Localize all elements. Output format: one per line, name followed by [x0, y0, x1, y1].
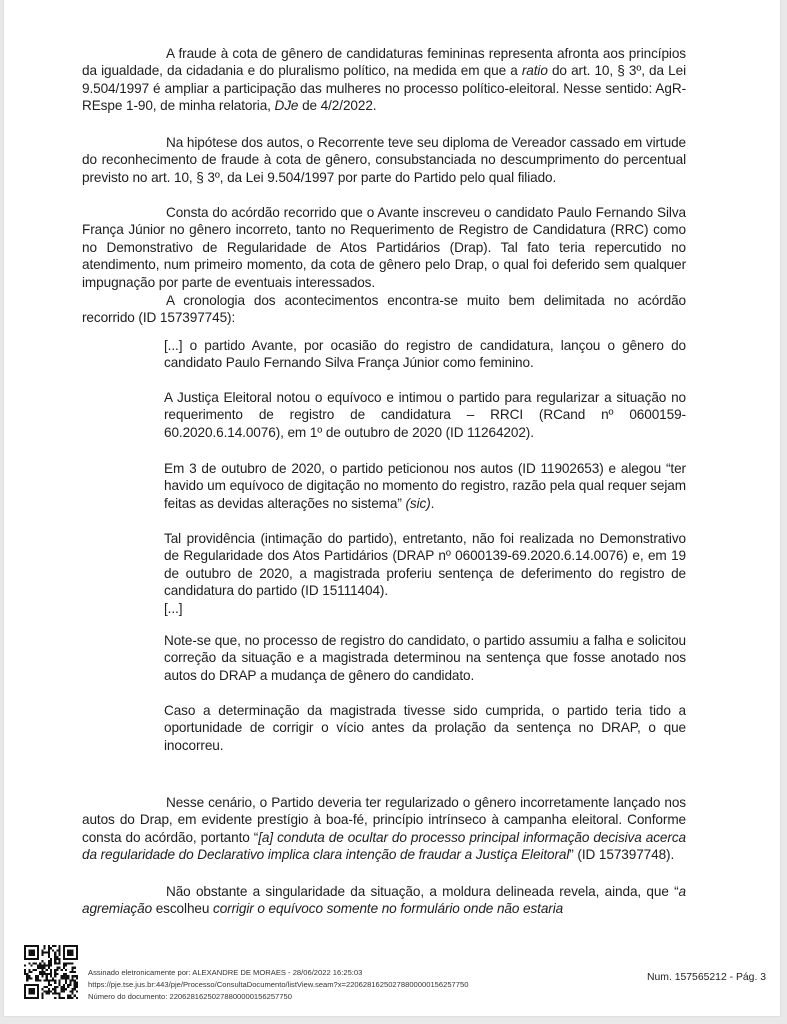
paragraph-cota-genero: [82, 45, 686, 115]
page-number: Num. 157565212 - Pág. 3: [647, 972, 766, 983]
quote-paragraph: [164, 632, 686, 684]
quote-paragraph: [164, 460, 686, 512]
text-run: de 4/2/2022.: [298, 98, 377, 114]
quote-paragraph: [164, 389, 686, 441]
paragraph-nao-obstante: [82, 883, 686, 918]
document-number: Número do documento: 22062816250278800000156257750: [88, 992, 292, 1001]
text-run: Tal providência (intimação do partido), entretanto, não foi realizada no Demonstrativo de Regularidade dos Atos Partidários (DRAP nº 0600139-69.2020.6.14.0076) e, em 19 de outubro de 2020, a magistrada proferiu sentença de deferimento do registro de candidatura do partido (ID 15111404).: [164, 531, 686, 599]
text-run: do art. 10, § 3º, da Lei 9.504/1997 é ampliar a participação das mulheres no processo político-eleitoral. Nesse sentido: AgR-REspe 1-90, de minha relatoria,: [82, 63, 686, 114]
text-run: .: [430, 495, 435, 511]
quote-paragraph: [164, 530, 686, 600]
text-run: [...] o partido Avante, por ocasião do registro de candidatura, lançou o gênero do candidato Paulo Fernando Silva França Júnior como feminino.: [164, 338, 686, 371]
text-run: Caso a determinação da magistrada tivesse sido cumprida, o partido teria tido a oportunidade de corrigir o vício antes da prolação da sentença no DRAP, o que inocorreu.: [164, 703, 686, 753]
paragraph-consta-acordao: [82, 204, 686, 291]
document-page: [4, 0, 780, 1016]
text-run: [...]: [164, 601, 183, 616]
quote-ellipsis: [164, 600, 686, 617]
text-run: escolheu: [152, 901, 213, 917]
text-run: ” (ID 157397748).: [569, 847, 675, 863]
text-run: Na hipótese dos autos, o Recorrente teve seu diploma de Vereador cassado em virtude do reconhecimento de fraude à cota de gênero, consubstanciada no descumprimento do percentual previsto no art. 10, § 3º, da Lei 9.504/1997 por parte do Partido pelo qual filiado.: [82, 135, 686, 185]
text-run: Consta do acórdão recorrido que o Avante inscreveu o candidato Paulo Fernando Silva França Júnior no gênero incorreto, tanto no Requerimento de Registro de Candidatura (RRC) como no Demonstrativo de Regularidade de Atos Partidários (Drap). Tal fato teria repercutido no atendimento, num primeiro momento, da cota de gênero pelo Drap, o qual foi deferido sem qualquer impugnação por parte de eventuais interessados.: [82, 205, 686, 290]
qr-code-icon: [24, 945, 78, 999]
italic-text: a agremiação: [82, 884, 686, 917]
text-run: Nesse cenário, o Partido deveria ter regularizado o gênero incorretamente lançado nos autos do Drap, em evidente prestígio à boa-fé, princípio intrínseco à campanha eleitoral. Conforme consta do acórdão, portanto “: [82, 795, 686, 845]
text-run: A fraude à cota de gênero de candidaturas femininas representa afronta aos princípios da igualdade, da cidadania e do pluralismo político, na medida em que a: [82, 46, 686, 79]
italic-text: DJe: [274, 98, 299, 114]
quote-paragraph: [164, 337, 686, 372]
text-run: Note-se que, no processo de registro do candidato, o partido assumiu a falha e solicitou correção da situação e a magistrada determinou na sentença que fosse anotado nos autos do DRAP a mudança de gênero do candidato.: [164, 633, 686, 683]
document-url[interactable]: https://pje.tse.jus.br:443/pje/Processo/ConsultaDocumento/listView.seam?x=22062816250278800000156257750: [88, 980, 469, 989]
paragraph-cronologia: [82, 292, 686, 327]
quote-paragraph: [164, 702, 686, 754]
paragraph-hipotese-autos: [82, 134, 686, 186]
text-run: Não obstante a singularidade da situação, a moldura delineada revela, ainda, que “: [166, 884, 679, 899]
italic-text: ratio: [521, 63, 548, 79]
italic-text: corrigir o equívoco somente no formulário onde não estaria: [213, 901, 564, 917]
text-run: Em 3 de outubro de 2020, o partido peticionou nos autos (ID 11902653) e alegou “ter havido um equívoco de digitação no momento do registro, razão pela qual requer sejam feitas as devidas alterações no sistema”: [164, 461, 686, 511]
italic-text: [a] conduta de ocultar do processo principal informação decisiva acerca da regularidade do Declarativo implica clara intenção de fraudar a Justiça Eleitoral: [82, 829, 686, 863]
text-run: A cronologia dos acontecimentos encontra-se muito bem delimitada no acórdão recorrido (ID 157397745):: [82, 293, 686, 326]
signature-line: Assinado eletronicamente por: ALEXANDRE DE MORAES - 28/06/2022 16:25:03: [88, 968, 363, 977]
paragraph-nesse-cenario: [82, 794, 686, 864]
text-run: A Justiça Eleitoral notou o equívoco e intimou o partido para regularizar a situação no requerimento de registro de candidatura – RRCI (RCand nº 0600159-60.2020.6.14.0076), em 1º de outubro de 2020 (ID 11264202).: [164, 390, 686, 440]
italic-text: (sic): [405, 495, 431, 511]
